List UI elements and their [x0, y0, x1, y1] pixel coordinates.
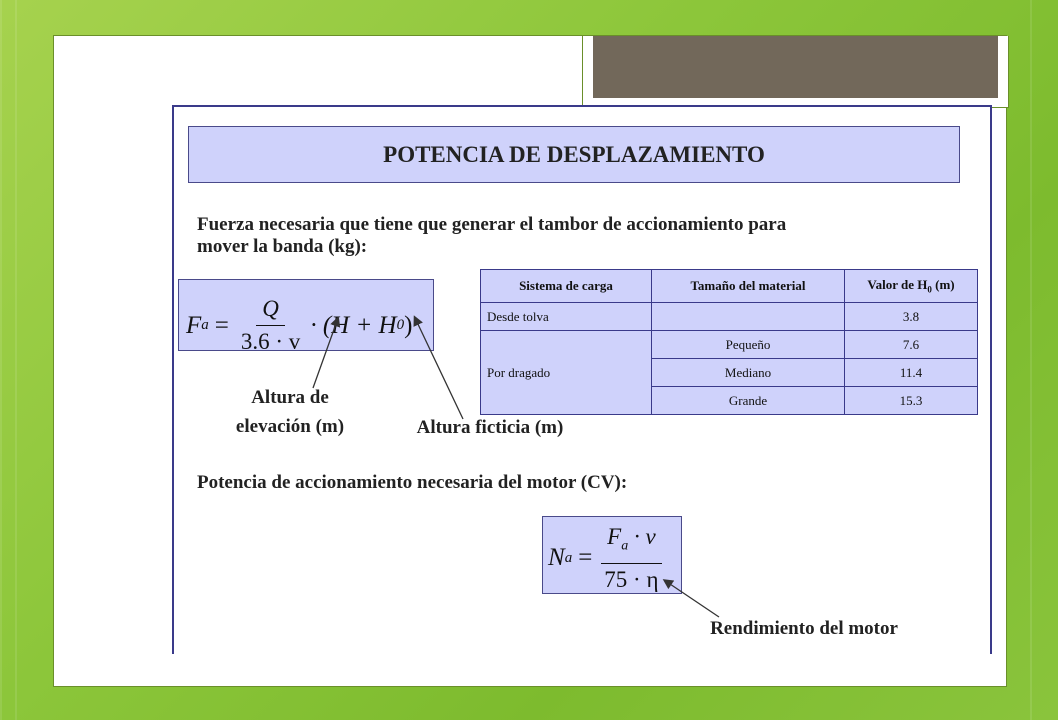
header-value: Valor de $H_0$ (m)	[845, 270, 978, 303]
power-lhs-sub: a	[564, 549, 573, 566]
slide	[53, 35, 1007, 687]
force-lhs: F	[186, 311, 202, 339]
cell-size: Pequeño	[652, 331, 845, 359]
force-factor-sub: 0	[396, 317, 405, 333]
force-factor: · (H + H	[310, 311, 397, 339]
force-denominator: 3.6 · v	[240, 329, 301, 354]
efficiency-arrow	[667, 582, 719, 617]
force-factor-close: )	[404, 311, 413, 339]
power-lhs: N	[548, 544, 565, 572]
title-tab	[582, 36, 1009, 108]
cell-value: 11.4	[845, 359, 978, 387]
power-description: Potencia de accionamiento necesaria del motor (CV):	[197, 472, 628, 493]
cell-system: Desde tolva	[481, 303, 652, 331]
power-denominator: 75 · η	[604, 566, 659, 592]
force-formula: F a = $\frac{Q}{3.6 \cdot v}$ · (H + H 0 )	[178, 279, 434, 351]
force-description-line1: Fuerza necesaria que tiene que generar el tambor de accionamiento para	[197, 214, 787, 235]
header-system: Sistema de carga	[481, 270, 652, 303]
fictitious-height-label: Altura ficticia (m)	[416, 417, 564, 438]
cell-value: 15.3	[845, 387, 978, 415]
fictitious-arrow	[416, 320, 463, 419]
elevation-arrow	[313, 321, 337, 388]
header-size: Tamaño del material	[652, 270, 845, 303]
cell-value: 3.8	[845, 303, 978, 331]
document-title: POTENCIA DE DESPLAZAMIENTO	[188, 126, 960, 183]
force-lhs-sub: a	[201, 317, 209, 333]
power-numerator: $F_a \cdot v$	[601, 521, 662, 564]
cell-size: Mediano	[652, 359, 845, 387]
cell-value: 7.6	[845, 331, 978, 359]
force-numerator: Q	[256, 293, 285, 326]
annotation-arrows	[174, 107, 990, 654]
power-formula: N a = $\frac{F_a \cdot v}{75 \cdot \eta}$	[542, 516, 682, 594]
cell-system: Por dragado	[481, 331, 652, 415]
elevation-label: Altura de elevación (m)	[235, 387, 345, 437]
motor-efficiency-label: Rendimiento del motor	[710, 618, 898, 639]
document-image	[172, 105, 992, 654]
title-placeholder	[593, 36, 998, 98]
force-description-line2: mover la banda (kg):	[197, 236, 368, 257]
cell-size: Grande	[652, 387, 845, 415]
